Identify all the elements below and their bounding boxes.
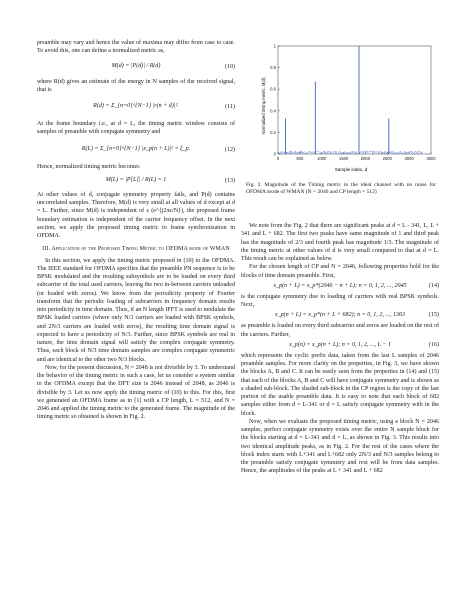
equation-11: R(d) = Σ_{n=0}^{N−1} |r(n + d)|². (11)	[93, 103, 235, 110]
paragraph: Hence, normalized timing metric becomes	[37, 163, 140, 170]
right-column	[241, 36, 439, 476]
y-tick-label: 1	[273, 43, 276, 49]
equation-12: R(L) = Σ_{n=0}^{N−1} |x_p(n + L)|² = ξ_p. (12)	[81, 145, 235, 153]
paragraph: where R(d) gives an estimate of the energy in N samples of the received signal, that is	[37, 78, 235, 93]
y-tick-label: 0.2	[270, 129, 276, 135]
equation-10: M(d) = |P(d)| / R(d) (10)	[111, 62, 235, 70]
y-tick-label: 0.4	[270, 108, 276, 114]
paragraph: which represents the cyclic prefix data, taken from the last L samples of 2046 preamble samples. For more clarity on the properties, in Fig. 3, we have shown the blocks A, B and C. It can be easily seen from the properties in (14) and (15) that each of the blocks A, B and C will have conjugate symmetry and is shown as a shaded sub-block. The shaded sub-block in the CP region is the copy of the last portion of the usable preamble data. It is easy to note that each block of 682 samples either from d = L-341 or d = L satisfy conjugate symmetry with in the block.	[241, 352, 439, 417]
paragraph: For the chosen length of CP and N = 2046, following properties hold for the blocks of time domain preamble. First,	[241, 264, 439, 279]
equation-15: x_p(n + L) = x_p*(n + L + 682); n = 0, 1, 2, ..., 1363 (15)	[274, 312, 439, 319]
paragraph: In this section, we apply the timing metric proposed in (10) to the OFDMA. The IEEE standard for OFDMA specifies that the preamble PN sequence is to be BPSK modulated and the resulting subsymbols are to be loaded on every third subcarrier of the total used carriers, leaving the two in-between carriers unloaded (or loaded with zeros). We know from the periodicity property of Fourier transform that the periodic loading of subcarriers in frequency domain results into periodicity in time domain. Thus, if an N length IFFT is used to modulate the BPSK loaded carriers (where only N/3 carriers are loaded with BPSK symbols, and 2N/3 carriers are loaded with zeros), the resulting time domain signal is expected to have a periodicity of N/3. Further, since BPSK symbols are real in nature, the time domain signal will satisfy the complex conjugate symmetry. Thus, each block of N/3 time domain samples are complex conjugate symmetric and are identical to the other two N/3 blocks.	[37, 257, 235, 363]
x-tick-label: 0	[276, 156, 280, 161]
timing-metric-chart	[246, 36, 436, 176]
y-tick-label: 0	[273, 151, 276, 157]
figure-caption: Fig. 2. Magnitude of the Timing metric in the ideal channel with no noise for OFDMA mode of WMAN (N = 2046 and CP length = 512)	[246, 182, 436, 196]
paragraph: We note from the Fig. 2 that there are significant peaks at d = L - 341, L, L + 341 and L + 682. The first two peaks have same magnitude of 1 and third peak has the magnitude of 2/3 and fourth peak has magnitude 1/3. The magnitude of the timing metric at other values of d is very small compared to that at d = L. This result can be explained as below.	[241, 223, 439, 262]
paragraph: preamble may vary and hence the value of maxima may differ from case to case. To avoid this, one can define a normalized metric as,	[37, 40, 235, 55]
y-tick-label: 0.6	[270, 86, 276, 92]
equation-14: x_p(n + L) = x_p*(2046 − n + L); n = 0, 1, 2, ..., 2045 (14)	[273, 282, 439, 289]
x-tick-label: 2000	[360, 156, 371, 161]
x-tick-label: 1000	[317, 156, 327, 161]
paragraph: as preamble is loaded on every third subcarrier and zeros are loaded on the rest of the carriers. Further,	[241, 323, 439, 338]
paragraph: At other values of d, conjugate symmetry property fails, and P(d) contains uncorrelated samples. Therefore, M(d) is very small at all values of d except at d = L. Further, since M(d) is independent of ε (e^{j2πε/N}), the proposed frame boundary estimation is independent of the carrier frequency offset. In the next section, we apply the proposed timing metric to frame synchronization in OFDMA.	[37, 191, 235, 239]
x-tick-label: 3000	[404, 156, 414, 161]
paragraph: At the frame boundary i.e., at d = L, the timing metric window consists of samples of preamble with conjugate symmetry and	[37, 121, 235, 136]
x-tick-label: 2500	[382, 156, 392, 161]
paragraph: is the conjugate symmetry due to loading of carriers with real BPSK symbols. Next,	[241, 293, 439, 308]
x-tick-label: 500	[296, 156, 304, 161]
x-tick-label: 3500	[426, 156, 436, 161]
figure-2	[246, 36, 436, 206]
baseline-series	[278, 151, 422, 154]
paragraph: Now, for the present discussion, N = 2048 is not divisible by 3. To understand the behavior of the timing metric in such a case, let us consider a system similar to the OFDMA except that the DFT size is 2046 instead of 2048, as 2046 is divisible by 3. Let us now apply the timing metric of (10) to this. For this, first we generated an OFDMA frame as in [1] with a CP length, L = 512, and N = 2046 and applied the timing metric to the generated frame. The magnitude of the timing metric so obtained is shown in Fig. 2.	[37, 364, 235, 421]
x-axis-label: Sample index, d	[334, 167, 368, 172]
section-heading: III. Application of the Proposed Timing Metric to OFDMA mode of WMAN	[42, 246, 230, 253]
left-column	[37, 39, 235, 422]
y-axis-label: Normalized timing metric, M(d)	[261, 77, 266, 135]
equation-13: M(L) = |P[L]| / R(L) = 1 (13)	[105, 176, 235, 184]
equation-16: x_p(n) = x_p(n + L); n = 0, 1, 2, ..., L − 1 (16)	[289, 341, 439, 348]
paragraph: Now, when we evaluate the proposed timing metric, using a block N = 2046 samples, perfect conjugate symmetry exists over the entire N sample block for the blocks starting at d = L-341 and d = L, as shown in Fig. 3. This results into two identical amplitude peaks, as in Fig. 2. For the rest of the cases where the block index starts with L+341 and L+682 only 2N/3 and N/3 samples belong to the preamble satisfy conjugate symmetry and rest will be from data samples. Hence, the amplitudes of the peaks at L + 341 and L + 682	[241, 418, 439, 475]
plot-frame	[278, 46, 431, 154]
x-tick-label: 1500	[338, 156, 349, 161]
y-tick-label: 0.8	[270, 65, 276, 71]
